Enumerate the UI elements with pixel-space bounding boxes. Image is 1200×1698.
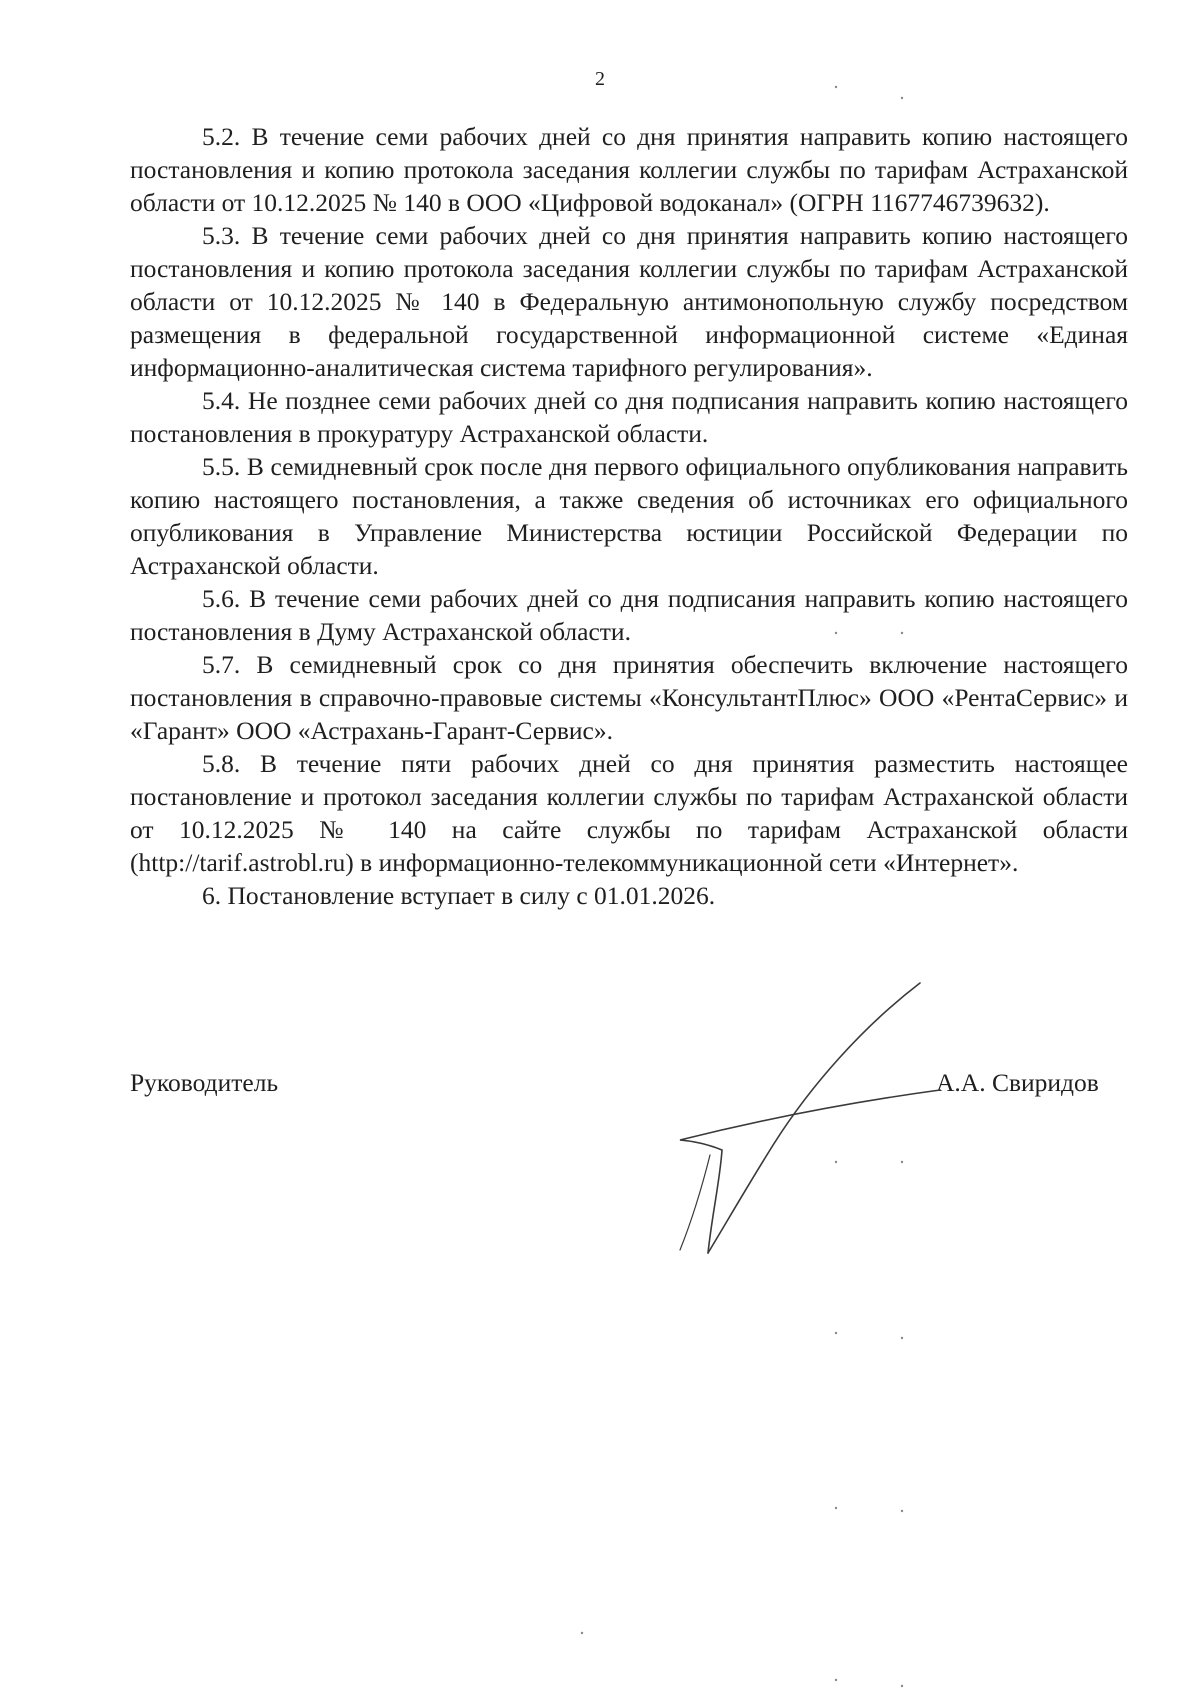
paragraph-5-3: 5.3. В течение семи рабочих дней со дня принятия направить копию настоящего постановления и копию протокола заседания коллегии службы по тарифам Астраханской области от 10.12.2025 № 140 в Федеральную антимонопольную службу посредством размещения в федеральной государственной информационной системе «Единая информационно-аналитическая система тарифного регулирования». xyxy=(130,221,1128,382)
signatory-name: А.А. Свиридов xyxy=(936,1068,1099,1097)
paragraph-5-7: 5.7. В семидневный срок со дня принятия обеспечить включение настоящего постановления в справочно-правовые системы «КонсультантПлюс» ООО «РентаСервис» и «Гарант» ООО «Астрахань-Гарант-Сервис». xyxy=(130,650,1128,745)
paragraph-5-5: 5.5. В семидневный срок после дня первого официального опубликования направить копию настоящего постановления, а также сведения об источниках его официального опубликования в Управление Министерства юстиции Российской Федерации по Астраханской области. xyxy=(130,452,1128,580)
page-number: 2 xyxy=(595,68,605,90)
paragraph-6: 6. Постановление вступает в силу с 01.01.2026. xyxy=(202,881,716,910)
paragraph-5-6: 5.6. В течение семи рабочих дней со дня подписания направить копию настоящего постановления в Думу Астраханской области. xyxy=(130,584,1128,646)
paragraph-5-4: 5.4. Не позднее семи рабочих дней со дня подписания направить копию настоящего постановления в прокуратуру Астраханской области. xyxy=(130,386,1128,448)
paragraph-5-8: 5.8. В течение пяти рабочих дней со дня принятия разместить настоящее постановление и протокол заседания коллегии службы по тарифам Астраханской области от 10.12.2025 № 140 на сайте службы по тарифам Астраханской области (http://tarif.astrobl.ru) в информационно-телекоммуникационной сети «Интернет». xyxy=(130,749,1128,877)
paragraph-5-2: 5.2. В течение семи рабочих дней со дня принятия направить копию настоящего постановления и копию протокола заседания коллегии службы по тарифам Астраханской области от 10.12.2025 № 140 в ООО «Цифровой водоканал» (ОГРН 1167746739632). xyxy=(130,122,1128,217)
signatory-title: Руководитель xyxy=(130,1068,279,1097)
